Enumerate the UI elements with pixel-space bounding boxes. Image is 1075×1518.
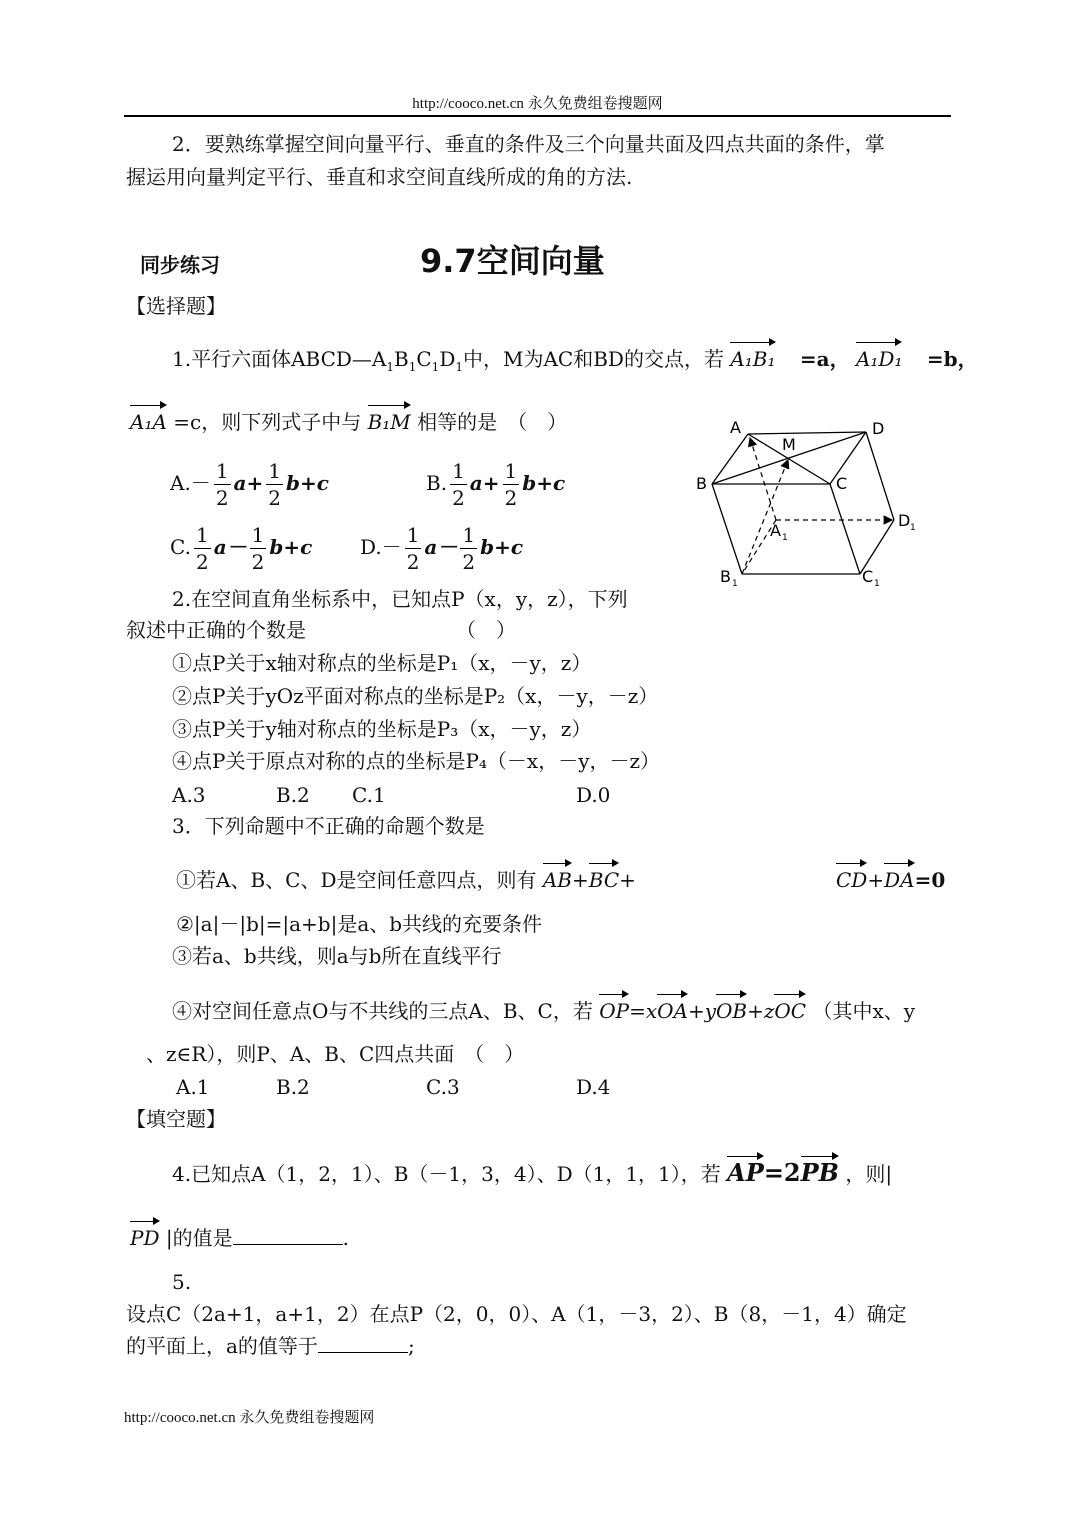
label-d: D [872, 419, 885, 438]
q3-option-a: A.1 [176, 1075, 210, 1099]
q2-option-c: C.1 [352, 783, 386, 807]
label-c1: C [862, 567, 874, 586]
q2-stem-line-2: 叙述中正确的个数是 （ ） [126, 618, 516, 642]
q3-stem: 3．下列命题中不正确的命题个数是 [172, 814, 485, 838]
q3-item-3: ③若a、b共线，则a与b所在直线平行 [172, 944, 502, 968]
intro-line-2: 握运用向量判定平行、垂直和求空间直线所成的角的方法. [126, 165, 633, 189]
q2-stem-line-1: 2.在空间直角坐标系中，已知点P（x，y，z），下列 [172, 587, 628, 611]
vector-a1a: A₁A [130, 404, 167, 436]
label-c1-sub: 1 [874, 579, 880, 589]
q3-option-d: D.4 [576, 1075, 611, 1099]
vector-b1m-line [742, 460, 788, 574]
edge-a1a [750, 438, 776, 520]
q3-item-1-end: CD+DA=0 [836, 862, 945, 894]
section-label: 同步练习 [140, 253, 220, 277]
label-d1: D [898, 511, 911, 530]
q3-option-b: B.2 [276, 1075, 310, 1099]
vector-b1m: B₁M [368, 404, 411, 436]
label-b1: B [720, 567, 731, 586]
header-rule [124, 115, 951, 117]
q4-line-2: PD |的值是 . [130, 1220, 349, 1252]
q2-item-3: ③点P关于y轴对称点的坐标是P₃（x，－y，z） [172, 717, 592, 741]
q1-option-b: B. $\frac{1}{2}$ a+ $\frac{1}{2}$ b+c [426, 459, 566, 510]
page-footer: http://cooco.net.cn 永久免费组卷搜题网 [124, 1410, 375, 1426]
label-a1: A [770, 521, 781, 540]
parallelepiped-diagram [690, 412, 920, 590]
choice-heading: 【选择题】 [126, 294, 226, 318]
page-header: http://cooco.net.cn 永久免费组卷搜题网 [412, 96, 663, 112]
q4-answer-blank[interactable] [233, 1244, 343, 1245]
q1-stem-line-2: A₁A =c，则下列式子中与 B₁M 相等的是 （ ） [130, 404, 567, 436]
q1-option-d: D.－ $\frac{1}{2}$ a－ $\frac{1}{2}$ b+c [360, 523, 524, 574]
section-title: 9.7空间向量 [420, 242, 605, 280]
q3-item-4: ④对空间任意点O与不共线的三点A、B、C，若 OP=xOA+yOB+zOC （其中x、y [172, 993, 915, 1025]
q5-line-2: 的平面上，a的值等于 ; [126, 1334, 415, 1358]
edge-c1d1 [860, 520, 894, 574]
q1-option-c: C. $\frac{1}{2}$ a－ $\frac{1}{2}$ b+c [170, 523, 313, 574]
q5-answer-blank[interactable] [318, 1352, 408, 1353]
q2-item-4: ④点P关于原点对称的点的坐标是P₄（－x，－y，－z） [172, 749, 661, 773]
q5-line-1: 设点C（2a+1，a+1，2）在点P（2，0，0）、A（1，－3，2）、B（8，－1，4）确定 [126, 1302, 907, 1326]
q2-item-1: ①点P关于x轴对称点的坐标是P₁（x，－y，z） [172, 651, 592, 675]
q2-item-2: ②点P关于yOz平面对称点的坐标是P₂（x，－y，－z） [172, 684, 659, 708]
q1-stem-line-1: 1.平行六面体$ABCD—A_1B_1C_1D_1$中，M为AC和BD的交点，若 A₁B₁ =a， A₁D₁ =b， [172, 341, 978, 381]
q3-item-1: ①若A、B、C、D是空间任意四点，则有 AB+BC+ [176, 862, 636, 894]
edge-bb1 [712, 484, 742, 574]
edge-cc1 [830, 484, 860, 574]
q4-stem: 4.已知点A（1，2，1）、B（－1，3，4）、D（1，1，1），若 AP=2PB ，则| [172, 1155, 892, 1188]
label-b1-sub: 1 [732, 579, 738, 589]
q3-item-4-line-2: 、z∈R），则P、A、B、C四点共面 （ ） [146, 1042, 525, 1066]
label-m: M [782, 435, 796, 454]
edge-ab [712, 434, 748, 484]
label-a: A [730, 418, 741, 437]
q3-option-c: C.3 [426, 1075, 460, 1099]
label-a1-sub: 1 [782, 533, 788, 543]
q1-option-a: A.－ $\frac{1}{2}$ a+ $\frac{1}{2}$ b+c [170, 459, 329, 510]
q2-option-d: D.0 [576, 783, 611, 807]
label-c: C [836, 474, 848, 493]
edge-dd1 [866, 432, 894, 520]
label-b: B [696, 474, 707, 493]
vector-a1d1: A₁D₁ [856, 341, 903, 373]
label-d1-sub: 1 [910, 523, 916, 533]
fill-heading: 【填空题】 [126, 1107, 226, 1131]
q2-option-b: B.2 [276, 783, 310, 807]
q5-number: 5. [172, 1270, 192, 1294]
vector-a1b1: A₁B₁ [730, 341, 775, 373]
intro-line-1: 2．要熟练掌握空间向量平行、垂直的条件及三个向量共面及四点共面的条件，掌 [172, 132, 885, 156]
q3-item-2: ②|a|－|b|=|a+b|是a、b共线的充要条件 [176, 912, 543, 936]
q2-option-a: A.3 [172, 783, 206, 807]
edge-ad [748, 432, 866, 434]
